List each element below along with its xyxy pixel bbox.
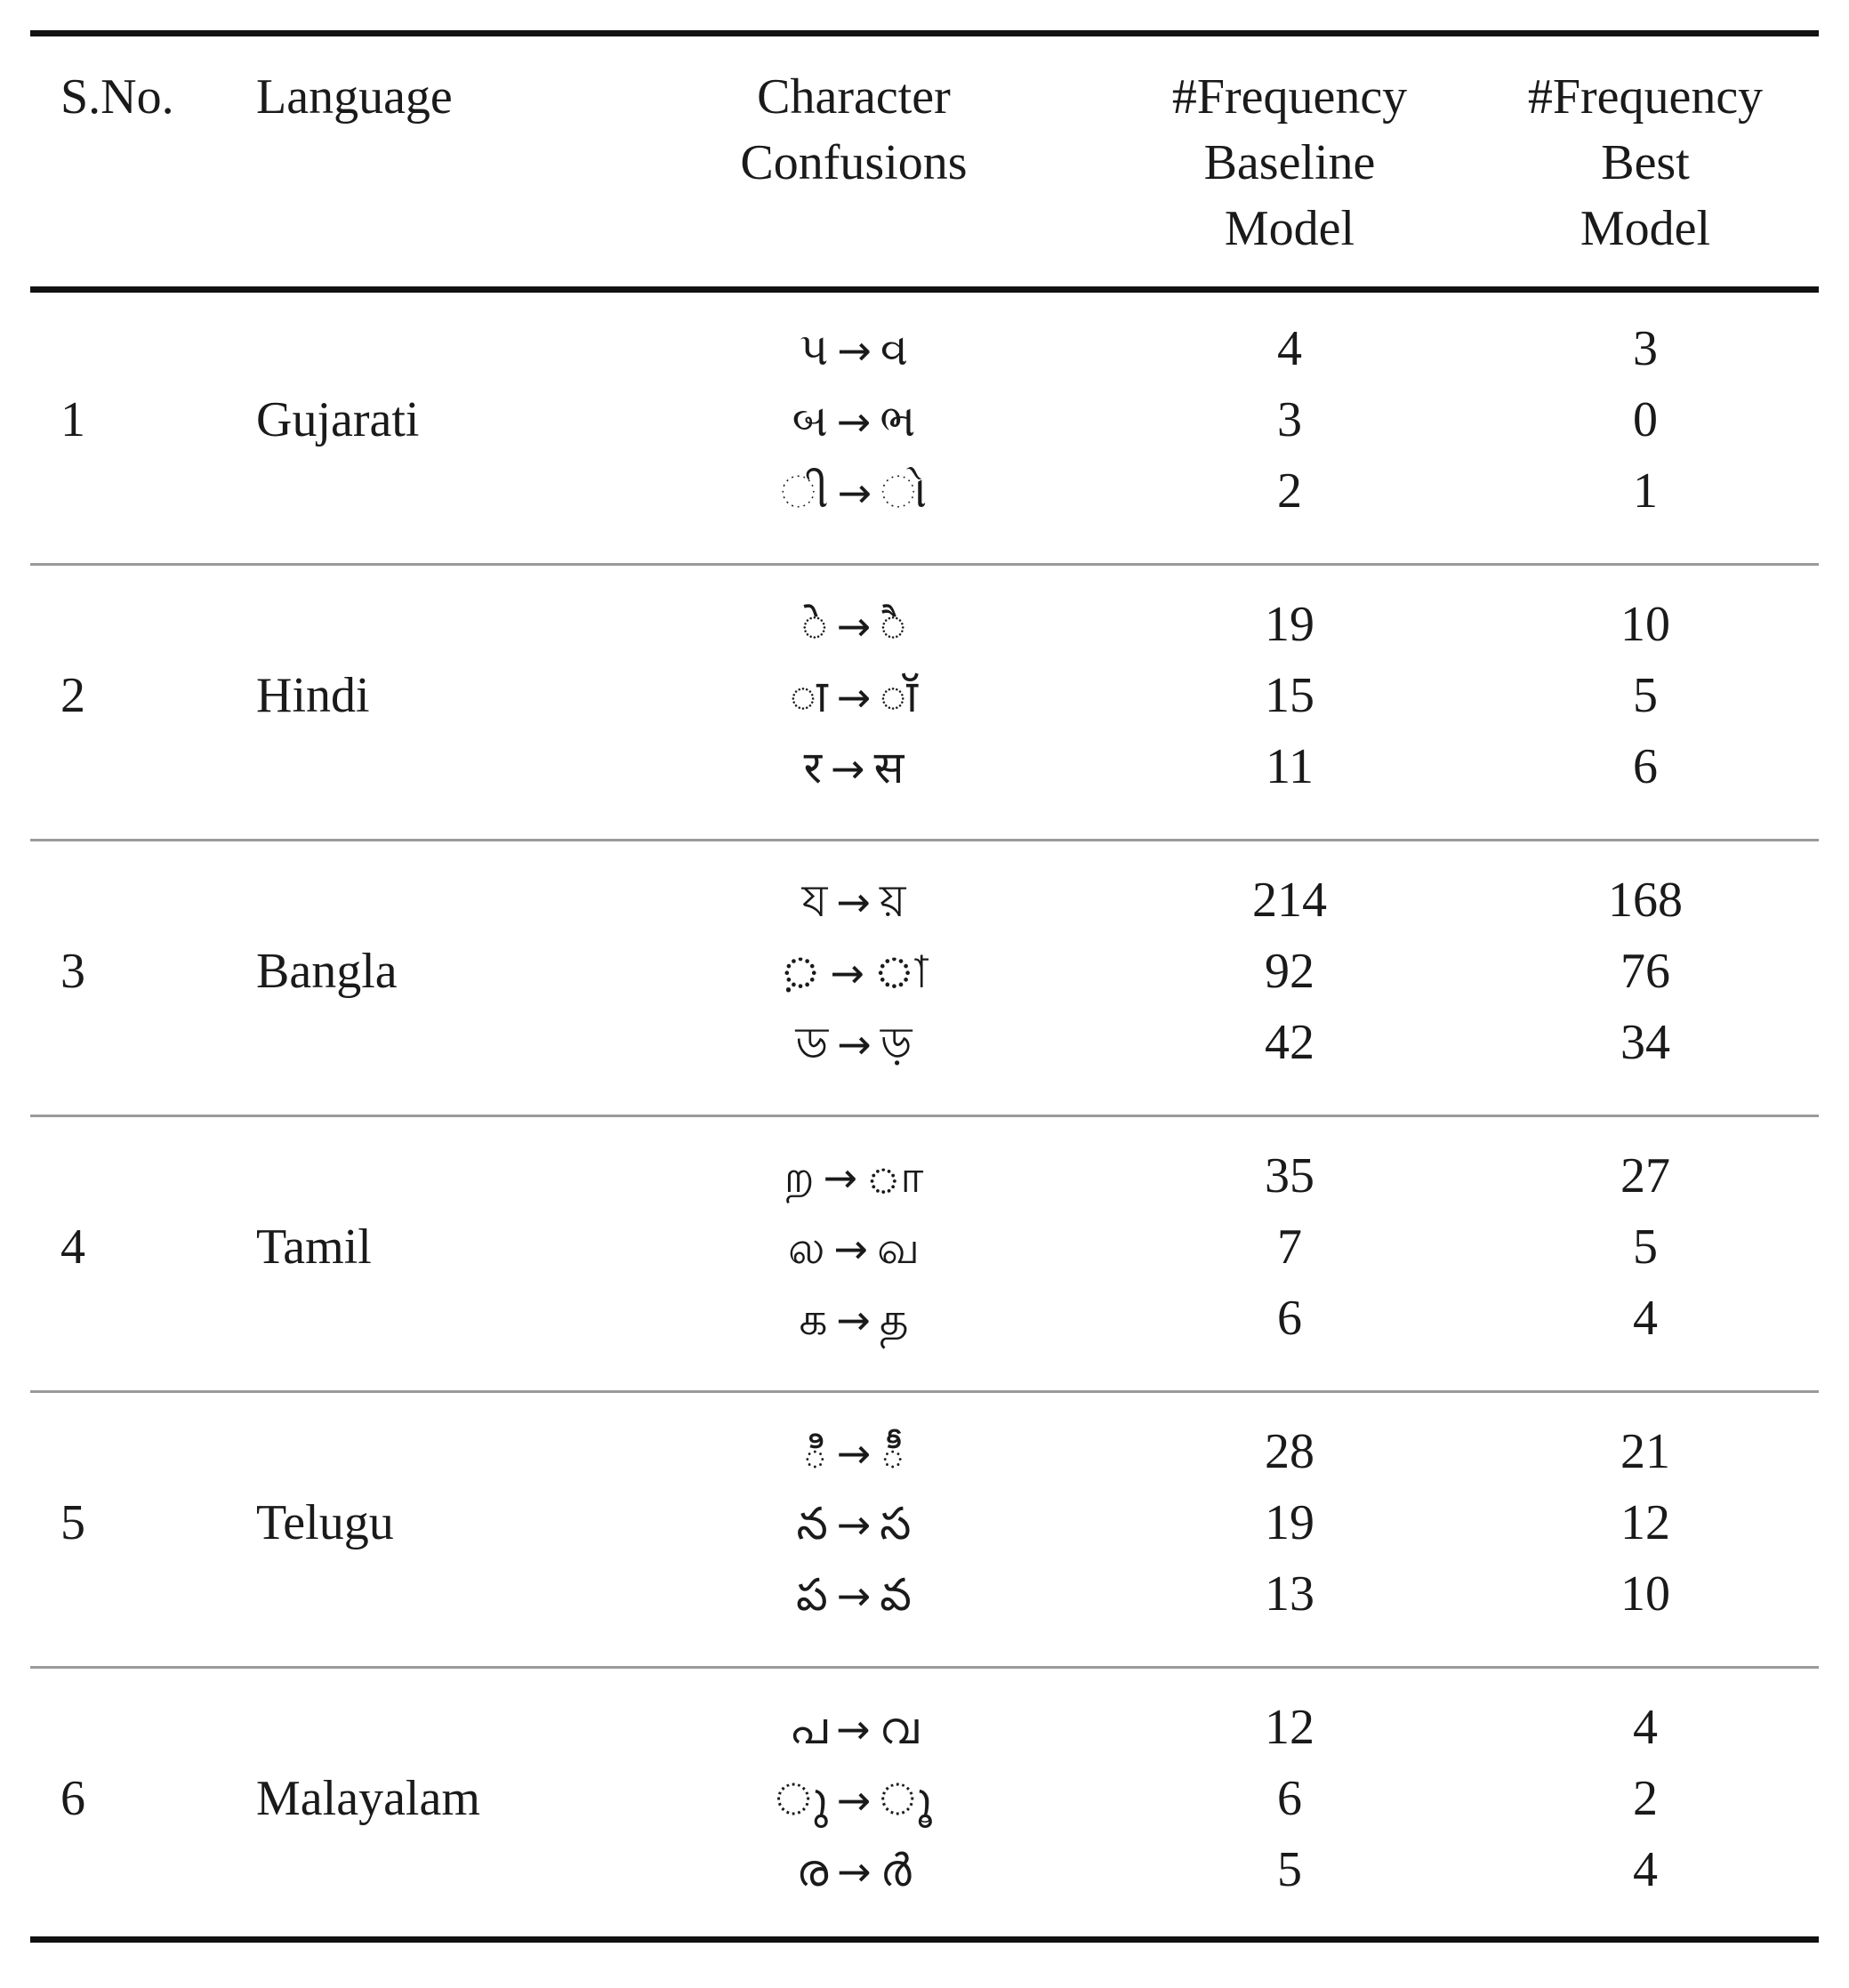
- right-arrow-icon: →: [833, 1225, 869, 1273]
- right-arrow-icon: →: [836, 1296, 871, 1344]
- right-arrow-icon: →: [837, 326, 872, 374]
- confusion-pair: [676, 1561, 1032, 1629]
- confusion-to: વ: [880, 324, 909, 375]
- header-best-line: #Frequency: [1527, 69, 1764, 125]
- best-frequency: 12: [1620, 1495, 1670, 1550]
- confusion-to: ◌া: [873, 946, 929, 998]
- baseline-frequency: 42: [1265, 1015, 1314, 1070]
- group-divider: [30, 563, 1819, 566]
- right-arrow-icon: →: [836, 602, 872, 650]
- confusion-pair: [676, 867, 1032, 935]
- confusion-to: ড়: [880, 1018, 912, 1069]
- row-sno: 2: [60, 668, 85, 723]
- confusion-pair: [676, 592, 1032, 659]
- right-arrow-icon: →: [837, 1020, 872, 1068]
- confusion-to: स: [873, 742, 904, 793]
- baseline-frequency: 7: [1277, 1219, 1302, 1275]
- confusion-from: ◌ી: [780, 466, 829, 518]
- header-bottom-rule: [30, 286, 1819, 293]
- best-frequency: 4: [1633, 1291, 1658, 1346]
- confusion-from: ற: [784, 1151, 815, 1203]
- confusion-pair: [676, 316, 1032, 383]
- row-sno: 3: [60, 944, 85, 999]
- confusion-from: য: [801, 875, 828, 927]
- group-divider: [30, 1666, 1819, 1669]
- best-frequency: 2: [1633, 1771, 1658, 1826]
- best-frequency: 6: [1633, 739, 1658, 794]
- right-arrow-icon: →: [830, 949, 865, 997]
- row-sno: 5: [60, 1495, 85, 1550]
- best-frequency: 168: [1608, 873, 1683, 928]
- table-top-rule: [30, 30, 1819, 36]
- confusion-to: য়: [879, 875, 906, 927]
- confusion-to: ◌ీ: [880, 1427, 906, 1478]
- group-divider: [30, 839, 1819, 841]
- confusion-pair: [676, 1010, 1032, 1077]
- confusion-pair: [676, 387, 1032, 455]
- right-arrow-icon: →: [836, 1705, 871, 1753]
- confusion-to: வ: [877, 1222, 920, 1274]
- confusion-to: ◌ै: [880, 600, 906, 651]
- confusion-pair: [676, 663, 1032, 730]
- row-language: Gujarati: [256, 392, 420, 447]
- confusion-to: വ: [879, 1702, 919, 1754]
- baseline-frequency: 2: [1277, 463, 1302, 519]
- best-frequency: 1: [1633, 463, 1658, 519]
- best-frequency: 21: [1620, 1424, 1670, 1479]
- confusion-to: స: [880, 1498, 912, 1549]
- header-baseline-line: Model: [1224, 201, 1355, 256]
- group-divider: [30, 1390, 1819, 1393]
- right-arrow-icon: →: [836, 1429, 872, 1477]
- header-best: [1467, 64, 1823, 262]
- confusion-to: వ: [880, 1569, 912, 1621]
- best-frequency: 10: [1620, 1566, 1670, 1622]
- confusion-from: ড: [795, 1018, 829, 1069]
- baseline-frequency: 19: [1265, 597, 1314, 652]
- best-frequency: 4: [1633, 1700, 1658, 1755]
- baseline-frequency: 3: [1277, 392, 1302, 447]
- baseline-frequency: 214: [1252, 873, 1327, 928]
- confusion-pair: [676, 458, 1032, 526]
- confusion-from: ◌े: [801, 600, 828, 651]
- right-arrow-icon: →: [836, 1501, 872, 1549]
- best-frequency: 76: [1620, 944, 1670, 999]
- header-best-line: Best: [1601, 135, 1690, 190]
- confusion-to: த: [879, 1293, 909, 1345]
- right-arrow-icon: →: [837, 1847, 872, 1895]
- confusion-from: പ: [789, 1702, 828, 1754]
- row-language: Tamil: [256, 1219, 372, 1275]
- confusion-pair: [676, 1419, 1032, 1486]
- baseline-frequency: 6: [1277, 1771, 1302, 1826]
- baseline-frequency: 4: [1277, 321, 1302, 376]
- confusion-to: ◌ൂ: [880, 1774, 932, 1825]
- confusion-pair: [676, 1694, 1032, 1762]
- best-frequency: 27: [1620, 1148, 1670, 1203]
- confusion-to: ◌ો: [880, 466, 928, 518]
- confusion-pair: [676, 938, 1032, 1006]
- confusion-pair: [676, 1214, 1032, 1282]
- confusion-pair: [676, 1285, 1032, 1353]
- baseline-frequency: 12: [1265, 1700, 1314, 1755]
- header-baseline: [1112, 64, 1467, 262]
- right-arrow-icon: →: [836, 1776, 872, 1824]
- best-frequency: 10: [1620, 597, 1670, 652]
- row-language: Bangla: [256, 944, 398, 999]
- row-sno: 4: [60, 1219, 85, 1275]
- confusion-to: ભ: [880, 395, 916, 447]
- confusion-from: ◌়: [779, 946, 822, 998]
- confusion-from: બ: [792, 395, 828, 447]
- header-confusions-line: Character: [757, 69, 951, 125]
- header-best-line: Model: [1580, 201, 1711, 256]
- baseline-frequency: 13: [1265, 1566, 1314, 1622]
- baseline-frequency: 5: [1277, 1842, 1302, 1897]
- confusion-from: ప: [796, 1569, 828, 1621]
- right-arrow-icon: →: [837, 469, 872, 517]
- baseline-frequency: 28: [1265, 1424, 1314, 1479]
- confusion-pair: [676, 1143, 1032, 1211]
- header-baseline-line: #Frequency: [1171, 69, 1408, 125]
- baseline-frequency: 6: [1277, 1291, 1302, 1346]
- confusion-from: પ: [799, 324, 829, 375]
- row-language: Malayalam: [256, 1771, 480, 1826]
- row-sno: 1: [60, 392, 85, 447]
- confusion-from: న: [796, 1498, 828, 1549]
- header-confusions: [676, 64, 1032, 196]
- confusion-from: ◌ి: [801, 1427, 828, 1478]
- confusion-from: र: [803, 742, 823, 793]
- confusion-pair: [676, 1766, 1032, 1833]
- confusion-from: ര: [796, 1845, 829, 1896]
- confusion-from: ல: [788, 1222, 825, 1274]
- confusion-pair: [676, 734, 1032, 801]
- header-sno: S.No.: [60, 69, 174, 125]
- table-bottom-rule: [30, 1936, 1819, 1943]
- best-frequency: 0: [1633, 392, 1658, 447]
- baseline-frequency: 19: [1265, 1495, 1314, 1550]
- confusion-to: ◌ா: [866, 1151, 924, 1203]
- confusion-from: ◌ा: [790, 671, 828, 722]
- confusion-pair: [676, 1490, 1032, 1557]
- right-arrow-icon: →: [823, 1154, 858, 1202]
- row-language: Hindi: [256, 668, 370, 723]
- confusion-pair: [676, 1837, 1032, 1904]
- confusion-to: ◌ॉ: [880, 671, 918, 722]
- right-arrow-icon: →: [836, 398, 872, 446]
- header-baseline-line: Baseline: [1203, 135, 1376, 190]
- confusion-to: ർ: [880, 1845, 912, 1896]
- baseline-frequency: 15: [1265, 668, 1314, 723]
- best-frequency: 3: [1633, 321, 1658, 376]
- row-language: Telugu: [256, 1495, 394, 1550]
- right-arrow-icon: →: [831, 744, 865, 793]
- best-frequency: 5: [1633, 1219, 1658, 1275]
- row-sno: 6: [60, 1771, 85, 1826]
- best-frequency: 5: [1633, 668, 1658, 723]
- header-confusions-line: Confusions: [740, 135, 968, 190]
- right-arrow-icon: →: [836, 878, 871, 926]
- baseline-frequency: 11: [1266, 739, 1314, 794]
- baseline-frequency: 92: [1265, 944, 1314, 999]
- best-frequency: 34: [1620, 1015, 1670, 1070]
- confusion-from: ◌ു: [776, 1774, 828, 1825]
- right-arrow-icon: →: [836, 673, 872, 721]
- baseline-frequency: 35: [1265, 1148, 1314, 1203]
- group-divider: [30, 1115, 1819, 1117]
- right-arrow-icon: →: [836, 1572, 872, 1620]
- header-language: Language: [256, 69, 453, 125]
- best-frequency: 4: [1633, 1842, 1658, 1897]
- confusion-from: க: [799, 1293, 828, 1345]
